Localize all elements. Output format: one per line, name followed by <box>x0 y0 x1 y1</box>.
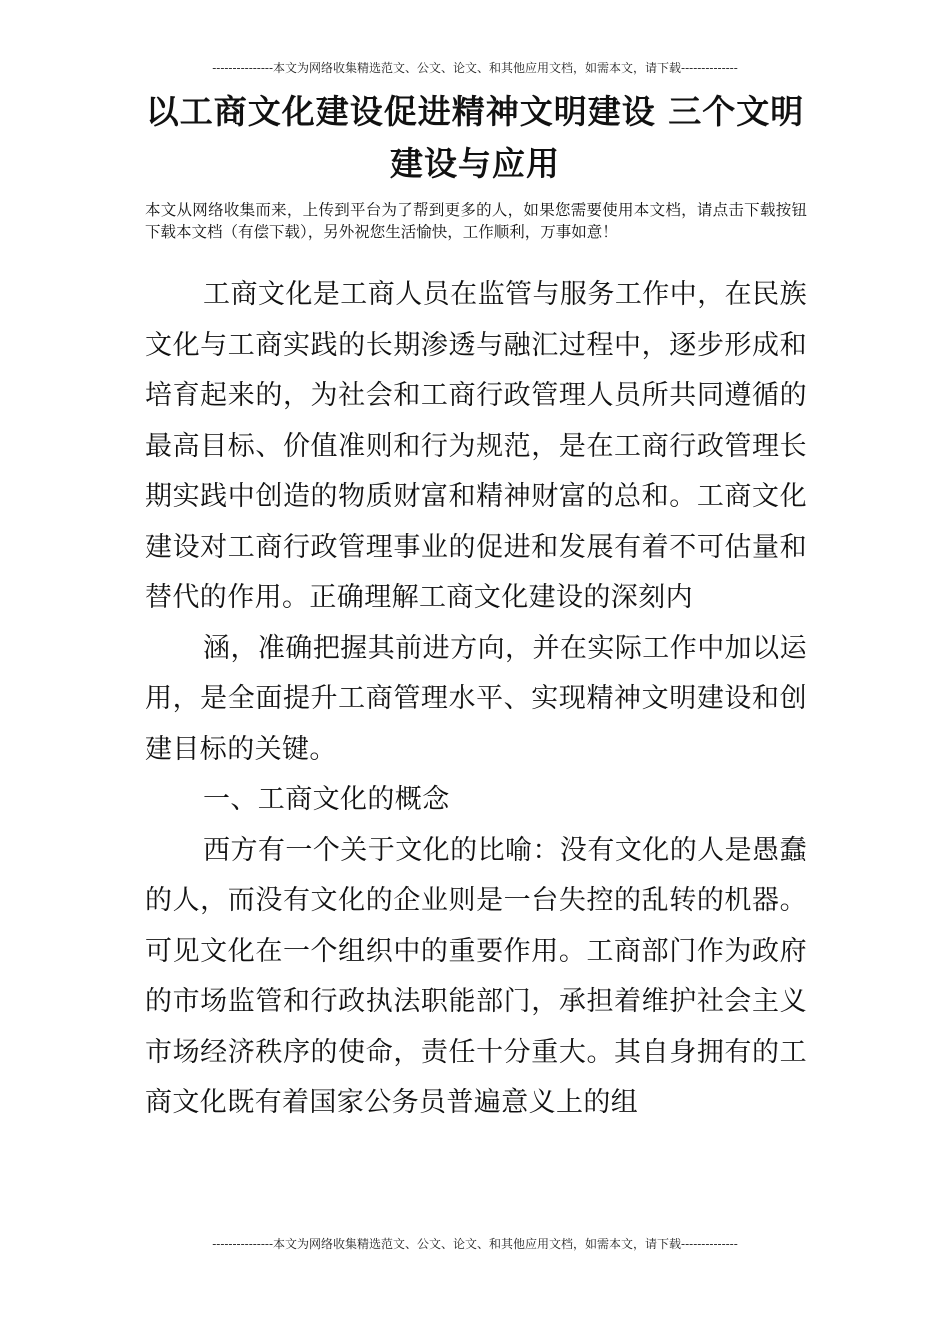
footer-banner: ---------------本文为网络收集精选范文、公文、论文、和其他应用文档，如需本文，请下载-------------- <box>212 1237 738 1251</box>
header-banner: ---------------本文为网络收集精选范文、公文、论文、和其他应用文档，如需本文，请下载-------------- <box>212 61 738 75</box>
body-paragraph: 西方有一个关于文化的比喻：没有文化的人是愚蠢的人，而没有文化的企业则是一台失控的乱转的机器。可见文化在一个组织中的重要作用。工商部门作为政府的市场监管和行政执法职能部门，承担着维护社会主义市场经济秩序的使命，责任十分重大。其自身拥有的工商文化既有着国家公务员普遍意义上的组 <box>145 834 807 1118</box>
body-paragraph: 工商文化是工商人员在监管与服务工作中，在民族文化与工商实践的长期渗透与融汇过程中，逐步形成和培育起来的，为社会和工商行政管理人员所共同遵循的最高目标、价值准则和行为规范，是在工商行政管理长期实践中创造的物质财富和精神财富的总和。工商文化建设对工商行政管理事业的促进和发展有着不可估量和替代的作用。正确理解工商文化建设的深刻内 <box>145 279 807 613</box>
document-title: 以工商文化建设促进精神文明建设 三个文明建设与应用 <box>145 92 805 183</box>
section-heading: 一、工商文化的概念 <box>203 784 450 815</box>
download-notice: 本文从网络收集而来，上传到平台为了帮到更多的人，如果您需要使用本文档，请点击下载按钮下载本文档（有偿下载），另外祝您生活愉快，工作顺利，万事如意！ <box>145 201 807 241</box>
body-paragraph: 涵，准确把握其前进方向，并在实际工作中加以运用，是全面提升工商管理水平、实现精神文明建设和创建目标的关键。 <box>145 632 807 765</box>
document-body <box>145 270 807 1129</box>
